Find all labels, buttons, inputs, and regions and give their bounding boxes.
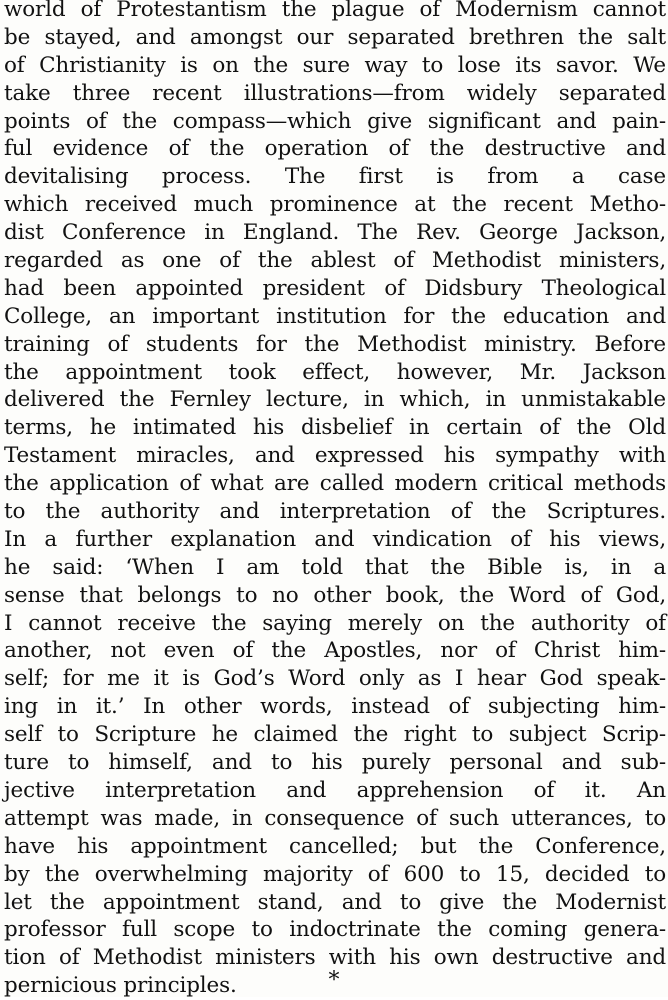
text-line: devitalising process. The first is from a case — [4, 164, 666, 190]
text-line: the appointment took effect, however, Mr. Jackson — [4, 359, 666, 385]
text-line: of Christianity is on the sure way to lose its savor. We — [4, 52, 666, 78]
text-line: College, an important institution for the education and — [4, 303, 666, 329]
text-line: I cannot receive the saying merely on the authority of — [4, 610, 666, 636]
text-line: training of students for the Methodist ministry. Before — [4, 331, 666, 357]
text-line: dist Conference in England. The Rev. George Jackson, — [4, 220, 666, 246]
text-line: regarded as one of the ablest of Methodist ministers, — [4, 248, 666, 274]
text-line: have his appointment cancelled; but the Conference, — [4, 833, 666, 859]
text-line: professor full scope to indoctrinate the coming genera- — [4, 917, 666, 943]
text-line: points of the compass—which give significant and pain- — [4, 108, 666, 134]
text-line: self to Scripture he claimed the right to subject Scrip- — [4, 722, 666, 748]
text-line: by the overwhelming majority of 600 to 15, decided to — [4, 861, 666, 887]
text-line: another, not even of the Apostles, nor of Christ him- — [4, 638, 666, 664]
text-line: ful evidence of the operation of the destructive and — [4, 136, 666, 162]
text-line: pernicious principles. — [4, 973, 237, 999]
text-line: to the authority and interpretation of the Scriptures. — [4, 499, 666, 525]
text-line: jective interpretation and apprehension of it. An — [4, 777, 666, 803]
text-line: attempt was made, in consequence of such utterances, to — [4, 805, 666, 831]
text-line: self; for me it is God’s Word only as I hear God speak- — [4, 666, 666, 692]
text-line: ture to himself, and to his purely personal and sub- — [4, 750, 666, 776]
text-line: delivered the Fernley lecture, in which, in unmistakable — [4, 387, 666, 413]
text-line: he said: ‘When I am told that the Bible is, in a — [4, 554, 666, 580]
text-line: terms, he intimated his disbelief in certain of the Old — [4, 415, 666, 441]
text-line: In a further explanation and vindication of his views, — [4, 526, 666, 552]
article-body — [4, 0, 666, 1000]
text-line: world of Protestantism the plague of Modernism cannot — [4, 0, 666, 22]
text-line: let the appointment stand, and to give the Modernist — [4, 889, 666, 915]
text-line: tion of Methodist ministers with his own destructive and — [4, 945, 666, 971]
text-line: had been appointed president of Didsbury Theological — [4, 275, 666, 301]
text-line: take three recent illustrations—from widely separated — [4, 80, 666, 106]
section-ornament: * — [328, 968, 340, 993]
text-line: ing in it.’ In other words, instead of subjecting him- — [4, 694, 666, 720]
text-line: which received much prominence at the recent Metho- — [4, 192, 666, 218]
text-line: sense that belongs to no other book, the Word of God, — [4, 582, 666, 608]
text-line: Testament miracles, and expressed his sympathy with — [4, 443, 666, 469]
text-line: be stayed, and amongst our separated brethren the salt — [4, 24, 666, 50]
text-line: the application of what are called modern critical methods — [4, 471, 666, 497]
